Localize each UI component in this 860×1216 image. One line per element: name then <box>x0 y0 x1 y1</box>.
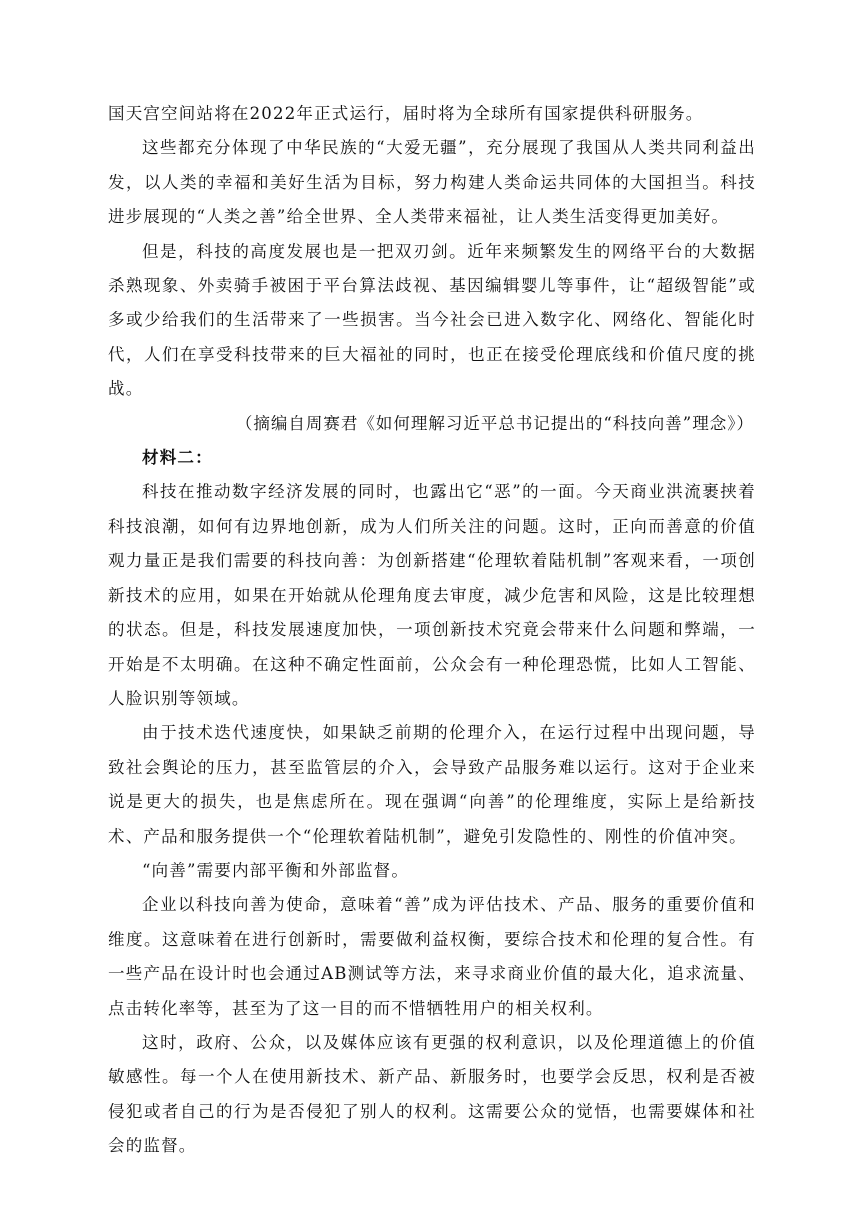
paragraph: 企业以科技向善为使命，意味着“善”成为评估技术、产品、服务的重要价值和维度。这意味着在进行创新时，需要做利益权衡，要综合技术和伦理的复合性。有一些产品在设计时也会通过AB测试等方法，来寻求商业价值的最大化，追求流量、点击转化率等，甚至为了这一目的而不惜牺牲用户的相关权利。 <box>108 895 756 1018</box>
paragraph: 由于技术迭代速度快，如果缺乏前期的伦理介入，在运行过程中出现问题，导致社会舆论的压力，甚至监管层的介入，会导致产品服务难以运行。这对于企业来说是更大的损失，也是焦虑所在。现在强调“向善”的伦理维度，实际上是给新技术、产品和服务提供一个“伦理软着陆机制”，避免引发隐性的、刚性的价值冲突。 <box>108 723 756 846</box>
document-page <box>108 97 756 1164</box>
source-citation: （摘编自周赛君《如何理解习近平总书记提出的“科技向善”理念》） <box>235 413 754 433</box>
section-heading: 材料二： <box>142 448 213 468</box>
paragraph: 但是，科技的高度发展也是一把双刃剑。近年来频繁发生的网络平台的大数据杀熟现象、外卖骑手被困于平台算法歧视、基因编辑婴儿等事件，让“超级智能”或多或少给我们的生活带来了一些损害。当今社会已进入数字化、网络化、智能化时代，人们在享受科技带来的巨大福祉的同时，也正在接受伦理底线和价值尺度的挑战。 <box>108 241 756 399</box>
paragraph: 这时，政府、公众，以及媒体应该有更强的权利意识，以及伦理道德上的价值敏感性。每一个人在使用新技术、新产品、新服务时，也要学会反思，权利是否被侵犯或者自己的行为是否侵犯了别人的权利。这需要公众的觉悟，也需要媒体和社会的监督。 <box>108 1032 756 1156</box>
paragraph-continued: 国天宫空间站将在2022年正式运行，届时将为全球所有国家提供科研服务。 <box>108 104 704 123</box>
paragraph: 科技在推动数字经济发展的同时，也露出它“恶”的一面。今天商业洪流裹挟着科技浪潮，如何有边界地创新，成为人们所关注的问题。这时，正向而善意的价值观力量正是我们需要的科技向善：为创新搭建“伦理软着陆机制”客观来看，一项创新技术的应用，如果在开始就从伦理角度去审度，减少危害和风险，这是比较理想的状态。但是，科技发展速度加快，一项创新技术究竟会带来什么问题和弊端，一开始是不太明确。在这种不确定性面前，公众会有一种伦理恐慌，比如人工智能、人脸识别等领域。 <box>108 482 756 708</box>
paragraph: 这些都充分体现了中华民族的“大爱无疆”，充分展现了我国从人类共同利益出发，以人类的幸福和美好生活为目标，努力构建人类命运共同体的大国担当。科技进步展现的“人类之善”给全世界、全人类带来福祉，让人类生活变得更加美好。 <box>108 138 756 227</box>
paragraph: “向善”需要内部平衡和外部监督。 <box>142 860 410 880</box>
